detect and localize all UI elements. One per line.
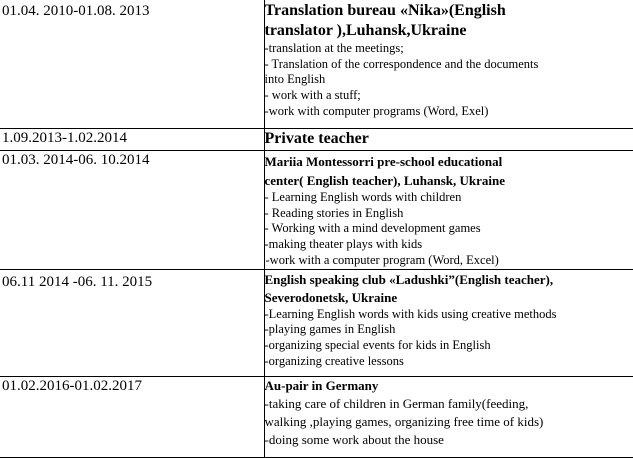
table-row	[0, 376, 633, 457]
list-item: -making theater plays with kids	[265, 237, 633, 253]
description-cell	[264, 0, 633, 129]
list-item: -Learning English words with kids using creative methods	[265, 307, 633, 323]
job-title-line: Mariia Montessorri pre-school educational	[265, 152, 633, 171]
date-cell	[0, 151, 264, 270]
description-cell	[264, 129, 633, 151]
date-cell	[0, 269, 264, 376]
list-item: -organizing creative lessons	[265, 354, 633, 370]
job-title	[265, 151, 633, 190]
description-cell	[264, 151, 633, 270]
description-cell	[264, 376, 633, 457]
job-title-line: English speaking club «Ladushki”(English teacher),	[265, 271, 633, 289]
date-cell	[0, 376, 264, 457]
date-text: 06.11 2014 -06. 11. 2015	[0, 270, 264, 291]
job-title-line: Au-pair in Germany	[265, 377, 633, 395]
description-cell	[264, 269, 633, 376]
date-cell	[0, 129, 264, 151]
list-item: -taking care of children in German family(feeding,	[265, 395, 633, 413]
duties-list	[265, 41, 633, 120]
list-item: - Reading stories in English	[265, 206, 633, 222]
job-title-line: Severodonetsk, Ukraine	[265, 289, 633, 307]
job-title	[265, 129, 633, 149]
date-text: 01.02.2016-01.02.2017	[0, 377, 264, 395]
list-item: -organizing special events for kids in English	[265, 338, 633, 354]
duties-list	[265, 190, 633, 269]
job-title	[265, 0, 633, 41]
date-text: 01.03. 2014-06. 10.2014	[0, 151, 264, 169]
job-title-line: center( English teacher), Luhansk, Ukraine	[265, 171, 633, 190]
table-row	[0, 269, 633, 376]
job-title-line: Translation bureau «Nika»(English	[265, 1, 633, 21]
list-item: -work with computer programs (Word, Exel)	[265, 104, 633, 120]
list-item: - Working with a mind development games	[265, 221, 633, 237]
list-item: - Translation of the correspondence and the documents	[265, 57, 633, 73]
list-item: - work with a stuff;	[265, 88, 633, 104]
list-item: -doing some work about the house	[265, 431, 633, 449]
table-row	[0, 0, 633, 129]
job-title	[265, 377, 633, 395]
list-item: -work with a computer program (Word, Excel)	[265, 253, 633, 269]
job-title-line: Private teacher	[265, 129, 633, 149]
job-title-line: translator ),Luhansk,Ukraine	[265, 21, 633, 41]
list-item: -translation at the meetings;	[265, 41, 633, 57]
table-row	[0, 151, 633, 270]
list-item: -playing games in English	[265, 322, 633, 338]
list-item: - Learning English words with children	[265, 190, 633, 206]
list-item: into English	[265, 72, 633, 88]
date-text: 1.09.2013-1.02.2014	[0, 129, 264, 147]
date-cell	[0, 0, 264, 129]
date-text: 01.04. 2010-01.08. 2013	[0, 0, 264, 20]
duties-list	[265, 307, 633, 370]
table-row	[0, 129, 633, 151]
job-title	[265, 270, 633, 307]
duties-list	[265, 395, 633, 449]
list-item: walking ,playing games, organizing free time of kids)	[265, 413, 633, 431]
